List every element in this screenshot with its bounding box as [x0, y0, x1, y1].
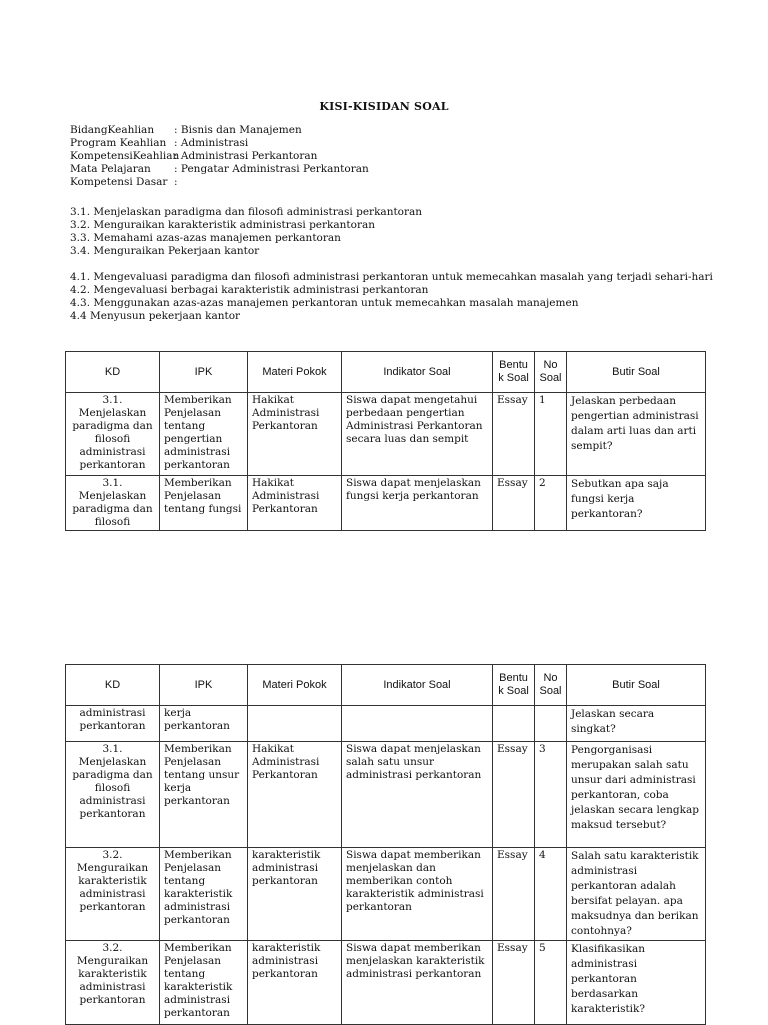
cell-butir: Klasifikasikan administrasi perkantoran berdasarkan karakteristik? [567, 941, 706, 1025]
meta-label: Mata Pelajaran [70, 163, 151, 175]
header-butir: Butir Soal [567, 352, 706, 393]
cell-kd: 3.1. Menjelaskan paradigma dan filosofi administrasi perkantoran [66, 393, 160, 476]
cell-butir: Pengorganisasi merupakan salah satu unsur dari administrasi perkantoran, coba jelaskan secara lengkap maksud tersebut? [567, 742, 706, 848]
cell-ipk: Memberikan Penjelasan tentang unsur kerja perkantoran [160, 742, 248, 848]
cell-bentuk [493, 706, 535, 742]
header-ipk: IPK [160, 352, 248, 393]
ipk-item: 4.2. Mengevaluasi berbagai karakteristik administrasi perkantoran [70, 284, 429, 296]
header-indikator: Indikator Soal [342, 665, 493, 706]
cell-indikator: Siswa dapat memberikan menjelaskan dan memberikan contoh karakteristik administrasi perkantoran [342, 848, 493, 941]
cell-materi: Hakikat Administrasi Perkantoran [248, 742, 342, 848]
kd-item: 3.4. Menguraikan Pekerjaan kantor [70, 245, 260, 257]
header-ipk: IPK [160, 665, 248, 706]
cell-kd: 3.2. Menguraikan karakteristik administrasi perkantoran [66, 941, 160, 1025]
cell-kd: 3.1. Menjelaskan paradigma dan filosofi administrasi perkantoran [66, 742, 160, 848]
cell-butir: Jelaskan perbedaan pengertian administrasi dalam arti luas dan arti sempit? [567, 393, 706, 476]
cell-no: 2 [535, 476, 567, 531]
header-no: No Soal [535, 665, 567, 706]
page-title: KISI-KISIDAN SOAL [319, 100, 449, 113]
cell-no: 3 [535, 742, 567, 848]
cell-ipk: Memberikan Penjelasan tentang karakteristik administrasi perkantoran [160, 848, 248, 941]
cell-no: 1 [535, 393, 567, 476]
header-butir: Butir Soal [567, 665, 706, 706]
cell-materi: karakteristik administrasi perkantoran [248, 848, 342, 941]
meta-row-bidang [70, 124, 369, 137]
cell-no [535, 706, 567, 742]
kd-item: 3.1. Menjelaskan paradigma dan filosofi administrasi perkantoran [70, 206, 423, 218]
cell-ipk: Memberikan Penjelasan tentang pengertian administrasi perkantoran [160, 393, 248, 476]
cell-kd: administrasi perkantoran [66, 706, 160, 742]
cell-no: 4 [535, 848, 567, 941]
meta-value: : Administrasi [174, 137, 249, 149]
cell-ipk: Memberikan Penjelasan tentang karakteristik administrasi perkantoran [160, 941, 248, 1025]
meta-row-kd [70, 176, 369, 189]
table-row [66, 941, 706, 1025]
ipk-item: 4.1. Mengevaluasi paradigma dan filosofi administrasi perkantoran untuk memecahkan masalah yang terjadi sehari-hari [70, 271, 713, 283]
cell-materi: Hakikat Administrasi Perkantoran [248, 476, 342, 531]
header-no: No Soal [535, 352, 567, 393]
meta-label: Kompetensi Dasar [70, 176, 168, 188]
cell-indikator: Siswa dapat menjelaskan salah satu unsur administrasi perkantoran [342, 742, 493, 848]
meta-row-mapel [70, 163, 369, 176]
kisi-kisi-table-2 [65, 664, 706, 1025]
meta-value: : Pengatar Administrasi Perkantoran [174, 163, 369, 175]
meta-value: : Administrasi Perkantoran [174, 150, 318, 162]
cell-butir: Salah satu karakteristik administrasi perkantoran adalah bersifat pelayan. apa maksudnya dan berikan contohnya? [567, 848, 706, 941]
cell-butir: Sebutkan apa saja fungsi kerja perkantoran? [567, 476, 706, 531]
table-row [66, 848, 706, 941]
kompetensi-dasar-list [70, 206, 422, 258]
cell-indikator: Siswa dapat menjelaskan fungsi kerja perkantoran [342, 476, 493, 531]
header-kd: KD [66, 352, 160, 393]
table-row [66, 393, 706, 476]
meta-value: : Bisnis dan Manajemen [174, 124, 302, 136]
cell-materi [248, 706, 342, 742]
cell-materi: Hakikat Administrasi Perkantoran [248, 393, 342, 476]
cell-ipk: Memberikan Penjelasan tentang fungsi [160, 476, 248, 531]
table-row [66, 476, 706, 531]
meta-row-program [70, 137, 369, 150]
ipk-list [70, 271, 713, 323]
header-materi: Materi Pokok [248, 352, 342, 393]
kd-item: 3.3. Memahami azas-azas manajemen perkantoran [70, 232, 341, 244]
header-indikator: Indikator Soal [342, 352, 493, 393]
table-row [66, 742, 706, 848]
cell-bentuk: Essay [493, 476, 535, 531]
cell-bentuk: Essay [493, 848, 535, 941]
cell-bentuk: Essay [493, 742, 535, 848]
cell-kd: 3.1. Menjelaskan paradigma dan filosofi [66, 476, 160, 531]
header-kd: KD [66, 665, 160, 706]
cell-indikator: Siswa dapat mengetahui perbedaan pengertian Administrasi Perkantoran secara luas dan sempit [342, 393, 493, 476]
cell-indikator: Siswa dapat memberikan menjelaskan karakteristik administrasi perkantoran [342, 941, 493, 1025]
cell-ipk: kerja perkantoran [160, 706, 248, 742]
cell-bentuk: Essay [493, 941, 535, 1025]
cell-no: 5 [535, 941, 567, 1025]
identity-block [70, 124, 369, 189]
kisi-kisi-table-1 [65, 351, 706, 531]
meta-label: KompetensiKeahlian [70, 150, 180, 162]
table-header-row [66, 665, 706, 706]
ipk-item: 4.4 Menyusun pekerjaan kantor [70, 310, 241, 322]
ipk-item: 4.3. Menggunakan azas-azas manajemen perkantoran untuk memecahkan masalah manajemen [70, 297, 579, 309]
cell-materi: karakteristik administrasi perkantoran [248, 941, 342, 1025]
cell-indikator [342, 706, 493, 742]
cell-bentuk: Essay [493, 393, 535, 476]
header-materi: Materi Pokok [248, 665, 342, 706]
cell-kd: 3.2. Menguraikan karakteristik administrasi perkantoran [66, 848, 160, 941]
table-header-row [66, 352, 706, 393]
cell-butir: Jelaskan secara singkat? [567, 706, 706, 742]
table-row [66, 706, 706, 742]
kd-item: 3.2. Menguraikan karakteristik administrasi perkantoran [70, 219, 375, 231]
meta-row-kompetensi [70, 150, 369, 163]
header-bentuk: Bentuk Soal [493, 665, 535, 706]
meta-label: BidangKeahlian [70, 124, 155, 136]
meta-label: Program Keahlian [70, 137, 167, 149]
meta-value: : [174, 176, 178, 188]
header-bentuk: Bentuk Soal [493, 352, 535, 393]
